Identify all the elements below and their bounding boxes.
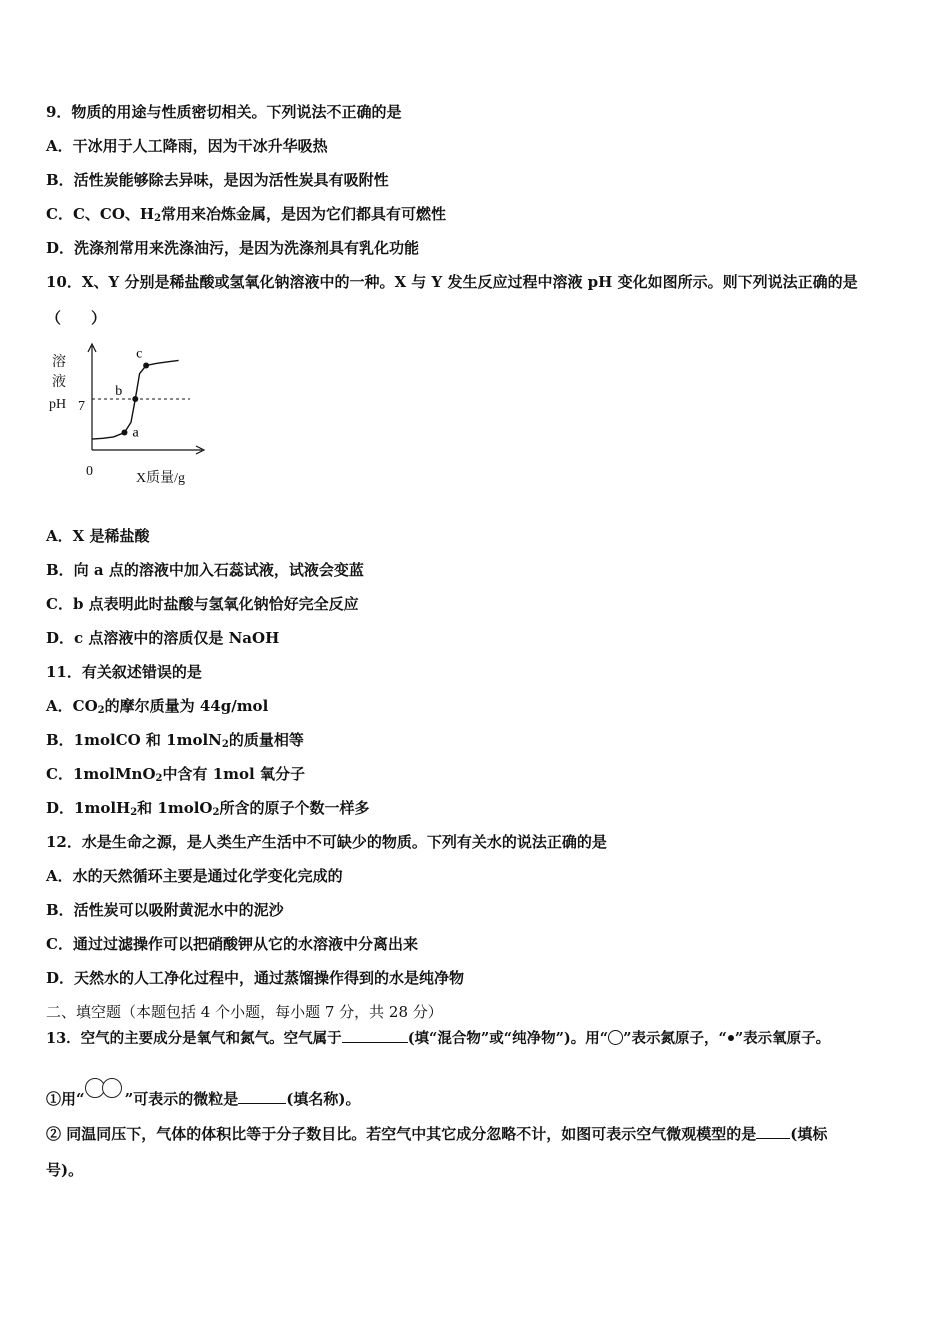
point-a [121,430,127,436]
q13-stem-mid2: ”表示氮原子，“ [623,1030,727,1047]
q11-option-a [46,696,268,716]
q13-part2-line1: ② 同温同压下，气体的体积比等于分子数目比。若空气中其它成分忽略不计，如图可表示空气微观模型的是 [46,1125,757,1143]
q11-d-sub1: 2 [130,807,138,818]
q11-stem: 11．有关叙述错误的是 [46,663,202,681]
q9-stem: 9．物质的用途与性质密切相关。下列说法不正确的是 [46,103,402,121]
x-axis-label: X质量/g [136,471,185,486]
q13-stem [46,1028,830,1049]
q13-part1-end: (填名称)。 [286,1090,361,1108]
q9-option-c-post: 常用来冶炼金属，是因为它们都具有可燃性 [161,205,447,223]
q11-d-post: 所含的原子个数一样多 [219,799,370,817]
q11-d-mid: 和 1molO [137,799,213,817]
point-b [132,396,138,402]
y-label-char-2: 液 [52,375,66,390]
q9-option-a: A．干冰用于人工降雨，因为干冰升华吸热 [46,137,328,155]
y-label-char-1: 溶 [52,355,66,370]
point-label-b: b [115,384,123,399]
point-label-a: a [132,425,139,441]
oxygen-atom-icon [728,1035,734,1041]
q13-blank-3[interactable] [756,1124,790,1139]
q12-option-d: D．天然水的人工净化过程中，通过蒸馏操作得到的水是纯净物 [46,969,465,987]
nitrogen-molecule-icon [85,1076,125,1098]
q13-stem-post: ”表示氧原子。 [734,1030,831,1047]
q12-option-a: A．水的天然循环主要是通过化学变化完成的 [46,867,343,885]
q13-blank-2[interactable] [238,1089,286,1104]
q11-option-d [46,798,369,818]
q11-option-b [46,730,304,750]
point-label-c: c [136,346,143,362]
q11-a-pre: A．CO [46,697,98,715]
q11-b-post: 的质量相等 [228,731,304,749]
q12-stem: 12．水是生命之源，是人类生产生活中不可缺少的物质。下列有关水的说法正确的是 [46,833,607,851]
q13-stem-mid: (填“混合物”或“纯净物”)。用“ [407,1030,609,1047]
ph-chart [44,340,214,490]
q10-paren: （ ） [46,309,107,327]
q11-c-post: 中含有 1mol 氧分子 [162,765,305,783]
q10-stem: 10．X、Y 分别是稀盐酸或氢氧化钠溶液中的一种。X 与 Y 发生反应过程中溶液 pH 变化如图所示。则下列说法正确的是 [46,273,858,291]
q11-option-c [46,764,305,784]
q9-option-c [46,204,446,224]
section-2-title: 二、填空题（本题包括 4 个小题，每小题 7 分，共 28 分） [46,1003,443,1021]
q13-part1-post: ”可表示的微粒是 [124,1090,239,1108]
q13-part2 [46,1124,827,1144]
q10-option-b: B．向 a 点的溶液中加入石蕊试液，试液会变蓝 [46,561,364,579]
q11-c-pre: C．1molMnO [46,765,156,783]
y-tick-label: 7 [78,399,85,414]
point-c [143,362,149,368]
q10-option-a: A．X 是稀盐酸 [46,527,150,545]
q11-d-sub2: 2 [212,807,220,818]
q11-a-post: 的摩尔质量为 44g/mol [104,697,269,715]
q9-option-c-sub: 2 [154,213,162,224]
q11-b-sub: 2 [221,739,229,750]
q9-option-c-pre: C．C、CO、H [46,205,155,223]
q9-option-b: B．活性炭能够除去异味，是因为活性炭具有吸附性 [46,171,389,189]
q11-c-sub: 2 [155,773,163,784]
q11-a-sub: 2 [97,705,105,716]
q10-option-c: C．b 点表明此时盐酸与氢氧化钠恰好完全反应 [46,595,359,613]
q12-option-c: C．通过过滤操作可以把硝酸钾从它的水溶液中分离出来 [46,935,418,953]
nitrogen-atom-icon [608,1030,623,1045]
origin-label: 0 [86,464,93,479]
q13-part2-cont: 号)。 [46,1161,84,1179]
q10-option-d: D．c 点溶液中的溶质仅是 NaOH [46,629,280,647]
q11-b-pre: B．1molCO 和 1molN [46,731,222,749]
q11-d-pre: D．1molH [46,799,131,817]
q13-part2-fill-end: (填标 [790,1125,828,1143]
q13-part1-pre: ①用“ [46,1090,85,1108]
q13-blank-1[interactable] [342,1028,408,1043]
q9-option-d: D．洗涤剂常用来洗涤油污，是因为洗涤剂具有乳化功能 [46,239,420,257]
q13-part1 [46,1076,360,1109]
y-label-char-3: pH [49,397,67,412]
q12-option-b: B．活性炭可以吸附黄泥水中的泥沙 [46,901,284,919]
q13-stem-pre: 13．空气的主要成分是氧气和氮气。空气属于 [46,1030,342,1047]
